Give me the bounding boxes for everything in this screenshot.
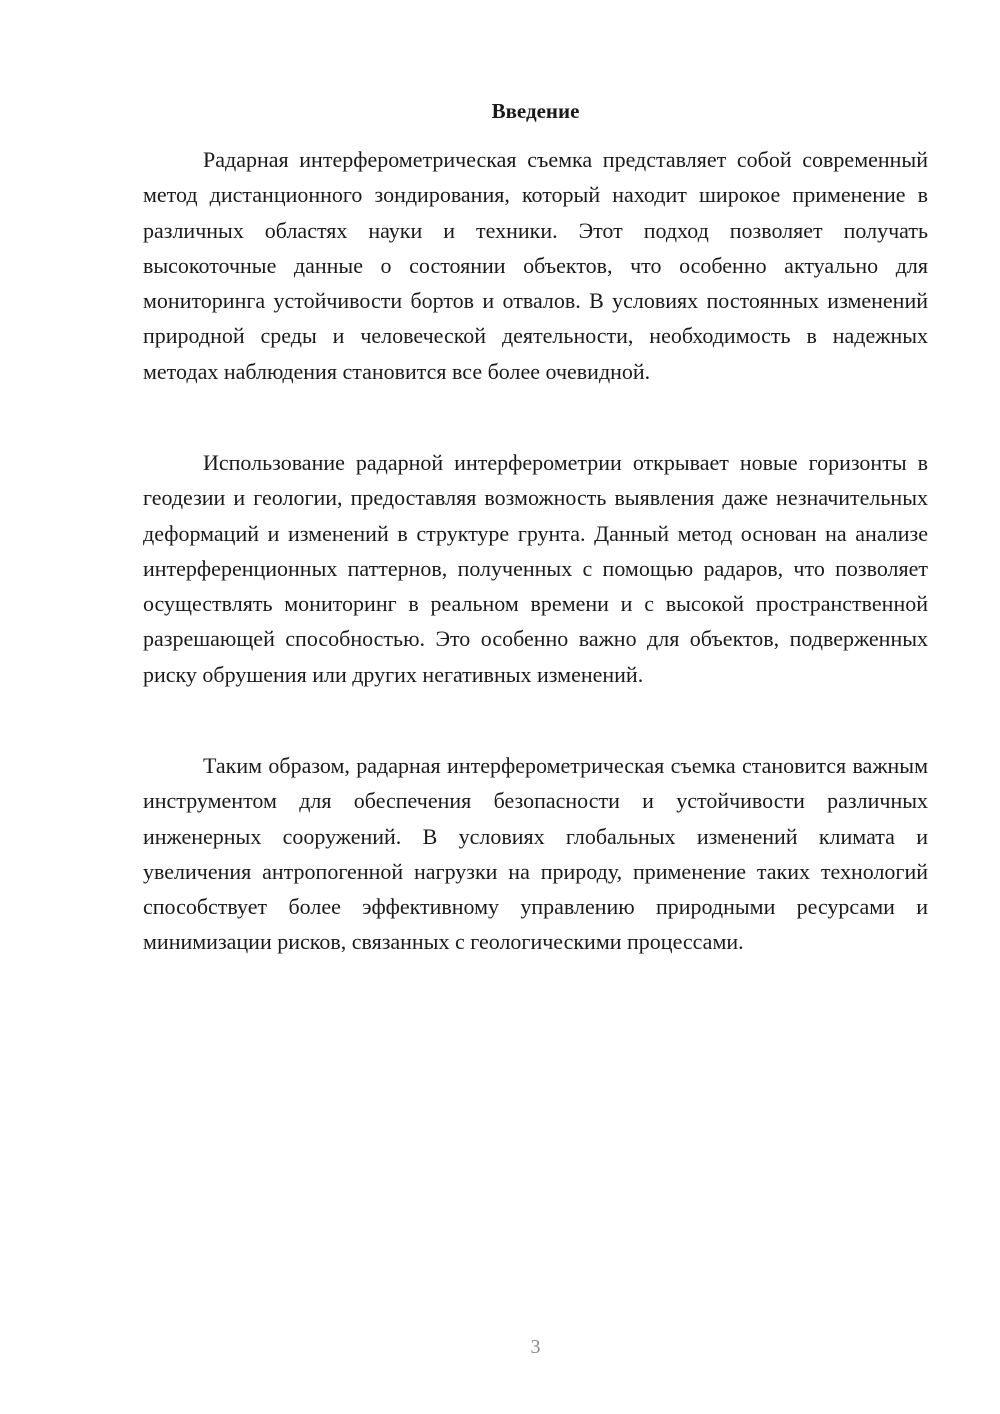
document-page [143,0,928,1414]
paragraph-1: Радарная интерферометрическая съемка представляет собой современный метод дистанционного зондирования, который находит широкое применение в различных областях науки и техники. Этот подход позволяет получать высокоточные данные о состоянии объектов, что особенно актуально для мониторинга устойчивости бортов и отвалов. В условиях постоянных изменений природной среды и человеческой деятельности, необходимость в надежных методах наблюдения становится все более очевидной. [143,147,928,384]
page-number: 3 [530,1336,541,1358]
paragraph-2: Использование радарной интерферометрии открывает новые горизонты в геодезии и геологии, предоставляя возможность выявления даже незначительных деформаций и изменений в структуре грунта. Данный метод основан на анализе интерференционных паттернов, полученных с помощью радаров, что позволяет осуществлять мониторинг в реальном времени и с высокой пространственной разрешающей способностью. Это особенно важно для объектов, подверженных риску обрушения или других негативных изменений. [143,450,928,687]
paragraph-3: Таким образом, радарная интерферометрическая съемка становится важным инструментом для обеспечения безопасности и устойчивости различных инженерных сооружений. В условиях глобальных изменений климата и увеличения антропогенной нагрузки на природу, применение таких технологий способствует более эффективному управлению природными ресурсами и минимизации рисков, связанных с геологическими процессами. [143,753,928,955]
page-title: Введение [491,99,580,123]
